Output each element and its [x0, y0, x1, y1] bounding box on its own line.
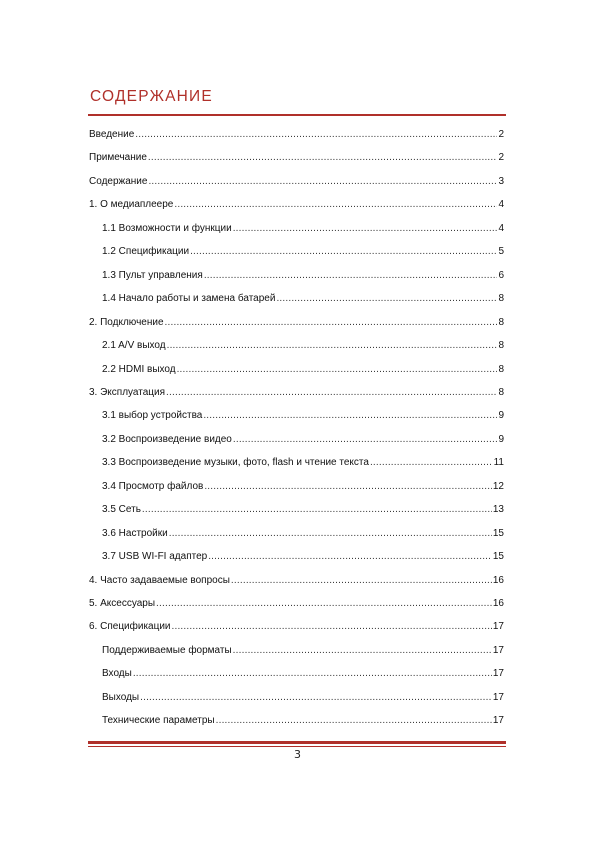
toc-leader-dots	[276, 292, 497, 306]
toc-entry-page: 9	[498, 410, 504, 422]
toc-leader-dots	[148, 151, 498, 165]
toc-entry-page: 5	[498, 246, 504, 258]
toc-entry-label: 3.3 Воспроизведение музыки, фото, flash и чтение текста	[102, 457, 369, 469]
toc-entry[interactable]	[89, 128, 504, 142]
footer-rule-thin	[88, 746, 506, 747]
toc-entry-page: 8	[498, 293, 504, 305]
toc-entry-page: 4	[498, 199, 504, 211]
toc-entry-page: 8	[498, 316, 504, 328]
toc-entry[interactable]	[89, 151, 504, 165]
toc-entry-label: Примечание	[89, 152, 147, 164]
toc-entry-label: Содержание	[89, 175, 148, 187]
toc-entry-page: 2	[498, 129, 504, 140]
toc-entry-label: 3.6 Настройки	[102, 527, 168, 539]
toc-entry-label: Введение	[89, 129, 135, 140]
page-number: 3	[294, 748, 301, 761]
toc-entry-page: 15	[492, 527, 504, 539]
toc-entry-label: Технические параметры	[102, 715, 215, 727]
toc-entry-label: 3.2 Воспроизведение видео	[102, 433, 232, 445]
toc-leader-dots	[204, 480, 492, 494]
toc-entry-page: 8	[498, 386, 504, 398]
toc-leader-dots	[156, 597, 492, 611]
toc-leader-dots	[190, 245, 497, 259]
toc-entry-page: 16	[492, 574, 504, 586]
toc-entry-page: 15	[492, 551, 504, 563]
toc-leader-dots	[166, 386, 497, 400]
toc-entry-page: 17	[492, 715, 504, 727]
toc-leader-dots	[169, 527, 492, 541]
toc-leader-dots	[140, 691, 492, 705]
toc-entry-page: 9	[498, 433, 504, 445]
toc-entry[interactable]	[102, 433, 504, 447]
toc-entry[interactable]	[102, 644, 504, 658]
toc-entry[interactable]	[102, 339, 504, 353]
toc-leader-dots	[165, 316, 498, 330]
toc-entry-label: 4. Часто задаваемые вопросы	[89, 574, 230, 586]
toc-leader-dots	[233, 222, 498, 236]
toc-entry-label: Поддерживаемые форматы	[102, 644, 232, 656]
toc-entry[interactable]	[102, 409, 504, 423]
toc-entry[interactable]	[102, 245, 504, 259]
toc-entry[interactable]	[89, 198, 504, 212]
toc-entry-page: 8	[498, 363, 504, 375]
toc-entry-page: 17	[492, 668, 504, 680]
toc-leader-dots	[208, 550, 492, 564]
toc-entry[interactable]	[102, 292, 504, 306]
toc-entry-label: 1.1 Возможности и функции	[102, 222, 232, 234]
toc-entry-label: 1.2 Спецификации	[102, 246, 190, 258]
toc-entry-page: 13	[492, 504, 504, 516]
toc-entry-page: 2	[498, 152, 504, 164]
toc-entry-label: 1. О медиаплеере	[89, 199, 174, 211]
toc-entry-page: 4	[498, 222, 504, 234]
toc-entry[interactable]	[102, 222, 504, 236]
toc-leader-dots	[233, 433, 498, 447]
toc-entry-label: 3.7 USB WI-FI адаптер	[102, 551, 208, 563]
toc-entry[interactable]	[102, 269, 504, 283]
toc-entry-label: 2. Подключение	[89, 316, 164, 328]
toc-leader-dots	[204, 269, 498, 283]
toc-entry[interactable]	[89, 386, 504, 400]
toc-entry-label: Входы	[102, 668, 132, 680]
toc-entry[interactable]	[89, 574, 504, 588]
toc-entry-label: 5. Аксессуары	[89, 598, 156, 609]
toc-entry-label: 2.2 HDMI выход	[102, 363, 176, 375]
toc-entry-page: 3	[498, 175, 504, 187]
toc-leader-dots	[133, 667, 492, 681]
toc-leader-dots	[370, 456, 493, 470]
toc-entry-label: 1.3 Пульт управления	[102, 269, 203, 281]
toc-leader-dots	[148, 175, 497, 189]
toc-entry[interactable]	[102, 480, 504, 494]
toc-entry-page: 17	[492, 644, 504, 656]
toc-entry[interactable]	[102, 363, 504, 377]
toc-leader-dots	[231, 574, 492, 588]
toc-entry-page: 8	[498, 340, 504, 352]
toc-entry-page: 12	[492, 480, 504, 492]
toc-leader-dots	[142, 503, 492, 517]
toc-entry[interactable]	[102, 691, 504, 705]
toc-entry-page: 17	[492, 621, 504, 633]
page-title: СОДЕРЖАНИЕ	[90, 88, 213, 105]
toc-entry[interactable]	[102, 550, 504, 564]
toc-entry[interactable]	[102, 667, 504, 681]
toc-entry-label: 2.1 A/V выход	[102, 340, 166, 352]
toc-entry[interactable]	[89, 597, 504, 611]
toc-entry[interactable]	[102, 456, 504, 470]
toc-entry[interactable]	[89, 620, 504, 634]
toc-entry-label: 6. Спецификации	[89, 621, 171, 633]
toc-entry-label: Выходы	[102, 691, 140, 703]
toc-leader-dots	[174, 198, 497, 212]
footer-rule-thick	[88, 741, 506, 744]
toc-entry-page: 17	[492, 691, 504, 703]
toc-leader-dots	[203, 409, 497, 423]
toc-leader-dots	[216, 714, 492, 728]
toc-entry-page: 6	[498, 269, 504, 281]
toc-leader-dots	[177, 363, 498, 377]
toc-entry[interactable]	[102, 527, 504, 541]
toc-entry[interactable]	[102, 714, 504, 728]
toc-leader-dots	[233, 644, 492, 658]
toc-entry-label: 3.4 Просмотр файлов	[102, 480, 204, 492]
title-underline	[88, 114, 506, 116]
toc-entry[interactable]	[89, 316, 504, 330]
toc-entry-label: 1.4 Начало работы и замена батарей	[102, 293, 276, 305]
toc-leader-dots	[167, 339, 498, 353]
toc-entry-page: 16	[492, 598, 504, 609]
toc-entry-label: 3.1 выбор устройства	[102, 410, 203, 422]
toc-entry-page: 11	[493, 457, 504, 469]
toc-entry-label: 3.5 Сеть	[102, 504, 141, 516]
toc-leader-dots	[172, 620, 492, 634]
toc-entry[interactable]	[102, 503, 504, 517]
toc-entry[interactable]	[89, 175, 504, 189]
toc-entry-label: 3. Эксплуатация	[89, 386, 166, 398]
toc-leader-dots	[135, 128, 497, 142]
